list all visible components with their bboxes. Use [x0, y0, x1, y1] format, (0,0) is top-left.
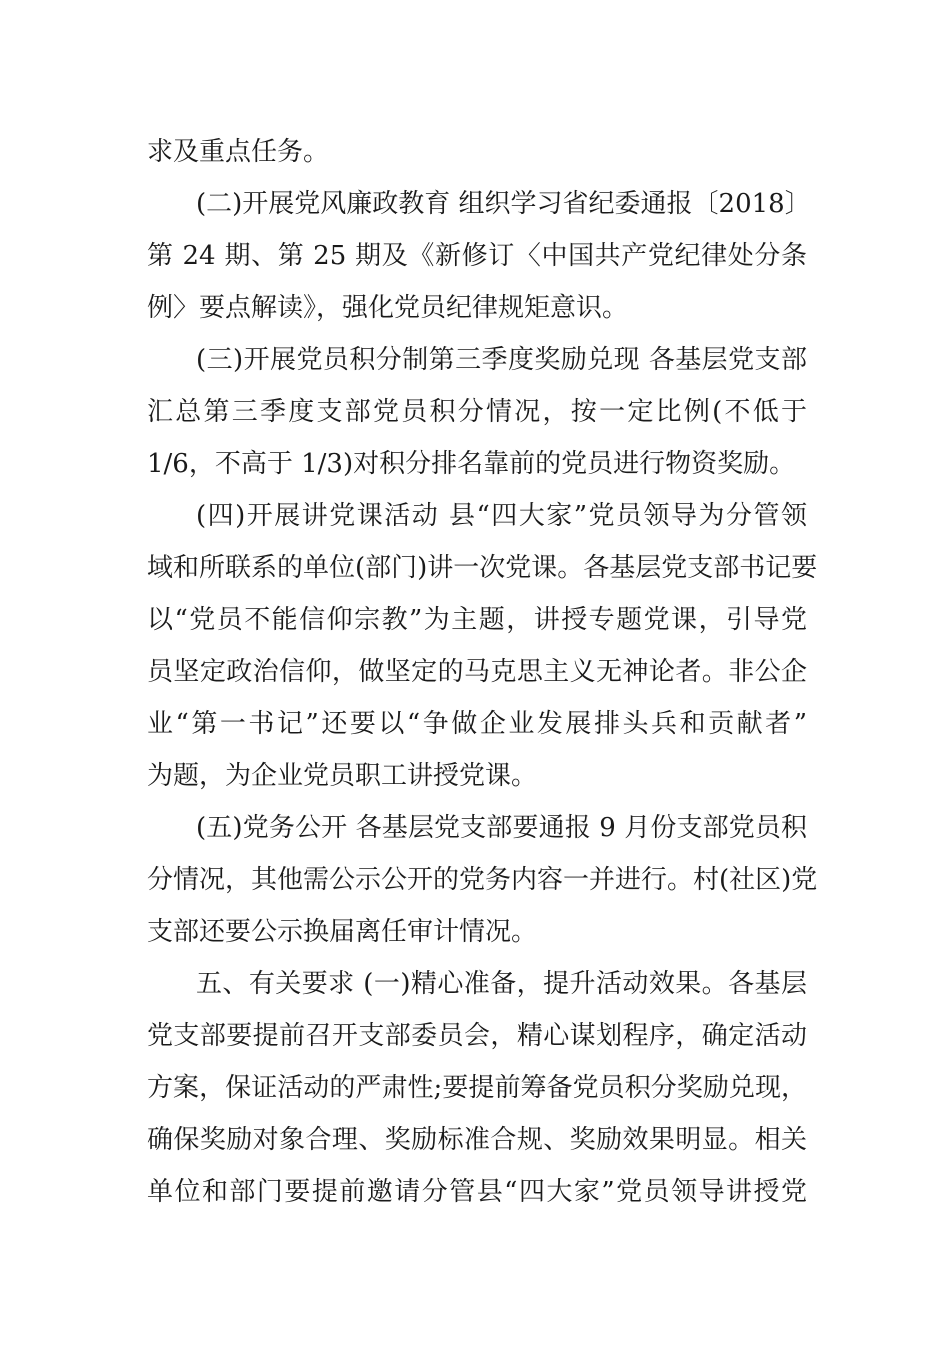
text-line: 以“党员不能信仰宗教”为主题，讲授专题党课，引导党 [147, 605, 807, 635]
text-line: 求及重点任务。 [147, 137, 330, 167]
text-line: 第 24 期、第 25 期及《新修订〈中国共产党纪律处分条 [147, 241, 807, 271]
text-line: (三)开展党员积分制第三季度奖励兑现 各基层党支部 [196, 345, 807, 375]
text-line: 分情况，其他需公示公开的党务内容一并进行。村(社区)党 [147, 865, 818, 895]
text-line: 员坚定政治信仰，做坚定的马克思主义无神论者。非公企 [147, 657, 807, 687]
text-line: 单位和部门要提前邀请分管县“四大家”党员领导讲授党 [147, 1177, 807, 1207]
text-line: 支部还要公示换届离任审计情况。 [147, 917, 538, 947]
text-line: 为题，为企业党员职工讲授党课。 [147, 761, 538, 791]
text-line: 1/6，不高于 1/3)对积分排名靠前的党员进行物资奖励。 [147, 449, 796, 479]
text-line: (五)党务公开 各基层党支部要通报 9 月份支部党员积 [196, 813, 807, 843]
text-line: 汇总第三季度支部党员积分情况，按一定比例(不低于 [147, 397, 807, 427]
text-line: 党支部要提前召开支部委员会，精心谋划程序，确定活动 [147, 1021, 807, 1051]
text-line: 方案，保证活动的严肃性;要提前筹备党员积分奖励兑现， [147, 1073, 807, 1103]
text-line: (二)开展党风廉政教育 组织学习省纪委通报〔2018〕 [196, 189, 811, 219]
text-line: 例〉要点解读》，强化党员纪律规矩意识。 [147, 293, 629, 323]
text-line: 五、有关要求 (一)精心准备，提升活动效果。各基层 [196, 969, 807, 999]
text-line: (四)开展讲党课活动 县“四大家”党员领导为分管领 [196, 501, 807, 531]
text-line: 业“第一书记”还要以“争做企业发展排头兵和贡献者” [147, 709, 807, 739]
text-line: 域和所联系的单位(部门)讲一次党课。各基层党支部书记要 [147, 553, 818, 583]
text-line: 确保奖励对象合理、奖励标准合规、奖励效果明显。相关 [147, 1125, 807, 1155]
